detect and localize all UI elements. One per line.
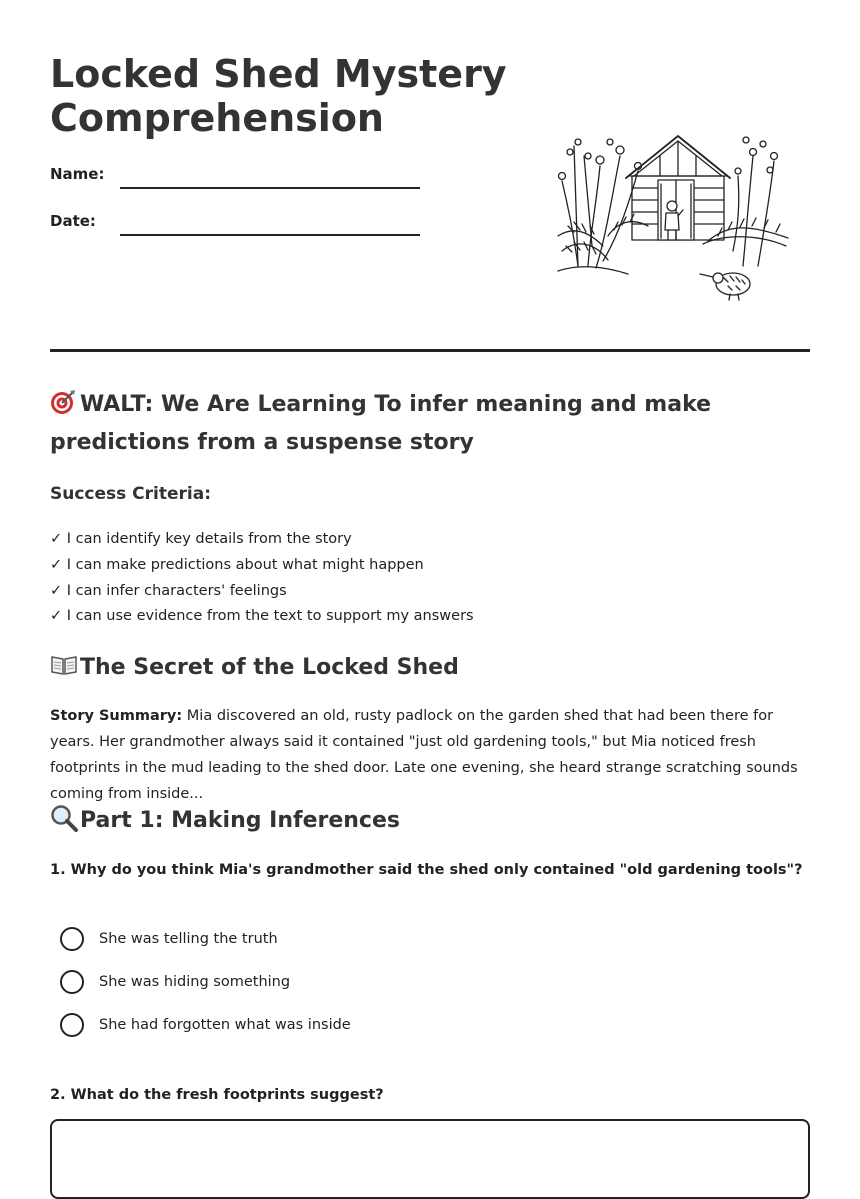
q2-answer-box[interactable] [50, 1119, 810, 1199]
list-item: ✓ I can infer characters' feelings [50, 582, 287, 599]
summary-text: Mia discovered an old, rusty padlock on the garden shed that had been there for years. Her grandmother always said it contained "just old gardening tools," but Mia noticed fresh footprints in the mud leading to the shed door. Late one evening, she heard strange scratching sounds coming from inside... [50, 708, 798, 802]
story-heading-text: The Secret of the Locked Shed [80, 655, 459, 680]
title-line-1: Locked Shed Mystery [50, 52, 507, 96]
success-criteria-list [50, 528, 474, 631]
name-label: Name: [50, 165, 105, 183]
part1-heading-text: Part 1: Making Inferences [80, 808, 400, 833]
walt-text: WALT: We Are Learning To infer meaning and make predictions from a suspense story [50, 392, 712, 455]
story-heading [50, 653, 459, 683]
magnifier-icon [50, 804, 80, 836]
success-criteria-heading: Success Criteria: [50, 484, 212, 504]
date-label: Date: [50, 212, 96, 230]
book-icon [50, 653, 80, 683]
date-field[interactable] [120, 234, 420, 236]
radio-button[interactable] [60, 927, 84, 951]
summary-label: Story Summary: [50, 708, 183, 724]
q1-option-1[interactable] [60, 926, 278, 952]
list-item: ✓ I can use evidence from the text to support my answers [50, 608, 474, 625]
option-label: She had forgotten what was inside [99, 1017, 351, 1033]
question-2: 2. What do the fresh footprints suggest? [50, 1087, 384, 1103]
shed-illustration-icon [548, 126, 798, 306]
list-item: ✓ I can make predictions about what might happen [50, 556, 424, 573]
walt-heading [50, 386, 810, 462]
part1-heading [50, 804, 400, 836]
q1-option-3[interactable] [60, 1012, 351, 1038]
option-label: She was telling the truth [99, 931, 278, 947]
radio-button[interactable] [60, 1013, 84, 1037]
worksheet-title [50, 52, 510, 140]
question-1: 1. Why do you think Mia's grandmother said the shed only contained "old gardening tools"? [50, 862, 803, 878]
target-icon [50, 386, 80, 424]
radio-button[interactable] [60, 970, 84, 994]
option-label: She was hiding something [99, 974, 291, 990]
list-item: ✓ I can identify key details from the story [50, 531, 352, 547]
q1-option-2[interactable] [60, 969, 290, 995]
name-field[interactable] [120, 187, 420, 189]
title-line-2: Comprehension [50, 96, 384, 140]
story-summary [50, 703, 812, 807]
header-divider [50, 349, 810, 352]
